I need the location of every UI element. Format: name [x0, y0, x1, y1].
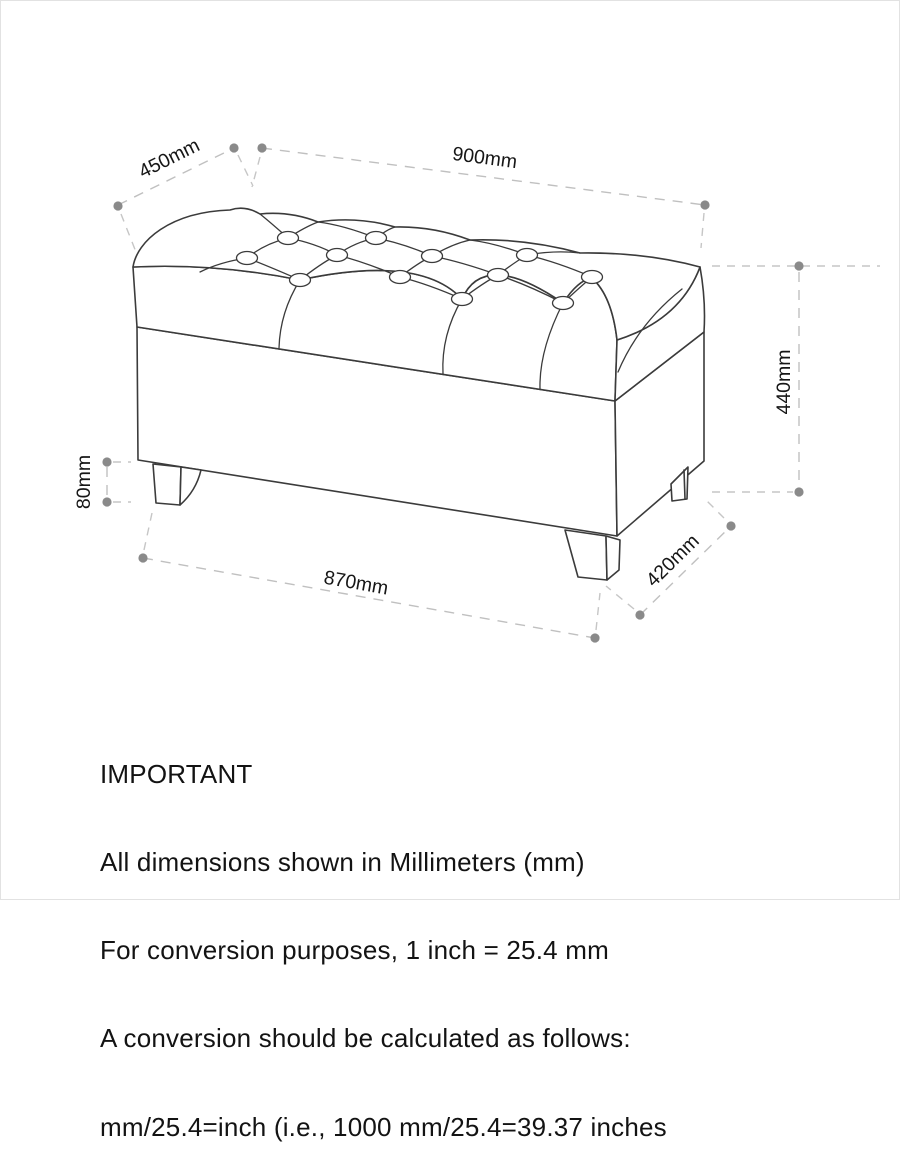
dimension-dot: [102, 497, 111, 506]
dimension-dot: [635, 610, 644, 619]
tuft-button: [366, 232, 387, 245]
dimension-dot: [590, 633, 599, 642]
tuft-button: [422, 250, 443, 263]
dimension-dot: [726, 521, 735, 530]
dimension-dot: [229, 143, 238, 152]
dimension-dot: [794, 487, 803, 496]
dimension-440mm: [712, 261, 880, 496]
dimension-dot: [257, 143, 266, 152]
notes-line: For conversion purposes, 1 inch = 25.4 mm: [100, 935, 609, 966]
dimension-label-80mm: 80mm: [73, 454, 95, 510]
front-left-leg: [153, 464, 181, 505]
dimension-dot: [700, 200, 709, 209]
dimension-dot: [102, 457, 111, 466]
notes-line: mm/25.4=inch (i.e., 1000 mm/25.4=39.37 inches: [100, 1111, 667, 1142]
tuft-button: [488, 269, 509, 282]
tuft-button: [237, 252, 258, 265]
front-right-leg-side: [606, 536, 620, 580]
tuft-button: [582, 271, 603, 284]
tuft-button: [390, 271, 411, 284]
ottoman-drawing: [133, 208, 705, 580]
front-right-leg: [565, 530, 607, 580]
front-left-leg-side: [180, 467, 201, 505]
dimension-80mm: [73, 455, 131, 509]
dimension-label-440mm: 440mm: [773, 349, 795, 415]
dimension-dot: [794, 261, 803, 270]
notes-line: A conversion should be calculated as follows:: [100, 1023, 631, 1054]
notes-line: All dimensions shown in Millimeters (mm): [100, 847, 585, 878]
dimension-870mm: [138, 513, 600, 643]
tuft-button: [452, 293, 473, 306]
tuft-button: [327, 249, 348, 262]
dimension-dot: [113, 201, 122, 210]
dimension-label-420mm: 420mm: [641, 530, 704, 592]
tuft-button: [278, 232, 299, 245]
notes-heading: IMPORTANT: [100, 758, 253, 789]
dimension-label-870mm: 870mm: [322, 566, 390, 600]
back-right-leg-edge: [684, 470, 685, 499]
tuft-button: [290, 274, 311, 287]
tuft-button: [517, 249, 538, 262]
dimension-label-450mm: 450mm: [135, 134, 204, 183]
tuft-button: [553, 297, 574, 310]
dimension-dot: [138, 553, 147, 562]
dimension-label-900mm: 900mm: [451, 142, 519, 174]
notes-block: [100, 701, 667, 1172]
